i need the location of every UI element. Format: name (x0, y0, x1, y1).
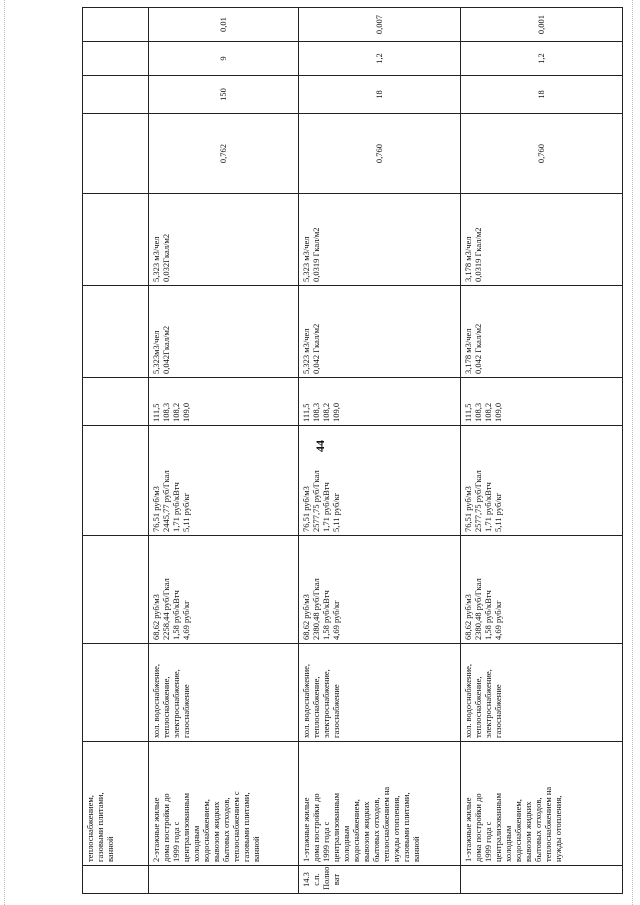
table-cell-col8 (149, 194, 299, 286)
table-cell-col12 (299, 8, 461, 42)
table-body (83, 8, 623, 894)
table-cell-col7 (299, 286, 461, 378)
table-cell-col6 (83, 378, 149, 426)
table-cell-col6 (299, 378, 461, 426)
cell-text: 9 (218, 56, 229, 61)
table-cell-col3 (83, 644, 149, 742)
table-cell-col4 (83, 536, 149, 644)
table-cell-col4 (461, 536, 623, 644)
table-cell-col6 (461, 378, 623, 426)
cell-text: 68,62 руб/м3 2258,44 руб/Гкал 1,58 руб/кВтч 4,69 руб/кг (151, 578, 192, 640)
cell-text: 68,62 руб/м3 2380,48 руб/Гкал 1,58 руб/кВтч 4,69 руб/кг (301, 578, 342, 640)
cell-text: 0,01 (218, 17, 229, 32)
cell-text: 68,62 руб/м3 2380,48 руб/Гкал 1,58 руб/кВтч 4,69 руб/кг (463, 578, 504, 640)
table-row (299, 8, 461, 894)
table-cell-col5 (299, 426, 461, 536)
tariff-table-rotated (82, 8, 622, 894)
cell-text: 18 (374, 90, 385, 99)
cell-text: 5,323м3/чел 0,042Гкал/м2 (151, 325, 172, 374)
cell-text: 0,762 (218, 143, 229, 164)
table-cell-col11 (149, 42, 299, 76)
table-cell-col1 (461, 866, 623, 894)
table-cell-col3 (299, 644, 461, 742)
table-cell-col2 (149, 742, 299, 866)
table-cell-col2 (299, 742, 461, 866)
table-cell-col1 (299, 866, 461, 894)
table-cell-col9 (461, 114, 623, 194)
table-cell-col8 (461, 194, 623, 286)
scan-edge-left (4, 0, 6, 905)
cell-text: 0,007 (374, 14, 385, 35)
table-cell-col11 (461, 42, 623, 76)
table-cell-col9 (149, 114, 299, 194)
cell-text: 1,2 (374, 53, 385, 64)
table-cell-col1 (83, 866, 149, 894)
cell-text: 0,760 (374, 143, 385, 164)
table-cell-col10 (83, 76, 149, 114)
cell-text: 76,51 руб/м3 2577,75 руб/Гкал 1,71 руб/кВтч 5,11 руб/кг (301, 470, 342, 532)
table-cell-col3 (461, 644, 623, 742)
cell-text: 3,178 м3/чел 0,0319 Гкал/м2 (463, 227, 484, 282)
table-cell-col1 (149, 866, 299, 894)
cell-text: 18 (536, 90, 547, 99)
cell-text: 5,323 м3/чел 0,0319 Гкал/м2 (301, 227, 322, 282)
cell-text: 111,5 108,3 108,2 109,0 (151, 402, 192, 422)
table-cell-col7 (83, 286, 149, 378)
table-row (83, 8, 149, 894)
table-cell-col4 (149, 536, 299, 644)
cell-text: хол. водоснабжение, теплоснабжение, электроснабжение, газоснабжение (463, 663, 504, 738)
cell-text: теплоснабжением, газовыми плитами, ванной (85, 792, 116, 862)
table-cell-col8 (83, 194, 149, 286)
cell-text: 76,51 руб/м3 2445,77 руб/Гкал 1,71 руб/кВтч 5,11 руб/кг (151, 470, 192, 532)
cell-text: 2-этажные жилые дома постройки до 1999 года с централизованным холодным водоснабжением, вывозом жидких бытовых отходов, теплоснабжением с газовыми плитами, ванной (151, 791, 262, 862)
table-cell-col7 (149, 286, 299, 378)
table-cell-col12 (83, 8, 149, 42)
cell-text: 1-этажные жилые дома постройки до 1999 года с централизованным холодным водоснабжением, вывозом жидких бытовых отходов, теплоснабжением на нужды отопления, (463, 786, 564, 862)
table-cell-col10 (299, 76, 461, 114)
table-cell-col10 (461, 76, 623, 114)
tariff-table (82, 7, 623, 894)
table-cell-col9 (299, 114, 461, 194)
table-cell-col12 (461, 8, 623, 42)
cell-text: 14.3 с.п. Полно ват (301, 866, 342, 890)
table-cell-col4 (299, 536, 461, 644)
table-row (149, 8, 299, 894)
cell-text: 0,001 (536, 14, 547, 35)
table-cell-col2 (83, 742, 149, 866)
table-cell-col9 (83, 114, 149, 194)
table-cell-col6 (149, 378, 299, 426)
cell-text: 76,51 руб/м3 2577,75 руб/Гкал 1,71 руб/кВтч 5,11 руб/кг (463, 470, 504, 532)
cell-text: 5,323 м3/чел 0,032Гкал/м2 (151, 233, 172, 282)
table-cell-col2 (461, 742, 623, 866)
cell-text: 0,760 (536, 143, 547, 164)
table-cell-col7 (461, 286, 623, 378)
table-cell-col11 (83, 42, 149, 76)
table-cell-col8 (299, 194, 461, 286)
cell-text: хол. водоснабжение, теплоснабжение, электроснабжение, газоснабжение (301, 663, 342, 738)
cell-text: 150 (218, 88, 229, 101)
table-cell-col5 (461, 426, 623, 536)
cell-text: 111,5 108,3 108,2 109,0 (301, 402, 342, 422)
page-number: 44 (313, 440, 327, 452)
table-cell-col5 (83, 426, 149, 536)
cell-text: 3,178 м3/чел 0,042 Гкал/м2 (463, 323, 484, 374)
table-cell-col11 (299, 42, 461, 76)
cell-text: 1-этажные жилые дома постройки до 1999 года с централизованным холодным водоснабжением, вывозом жидких бытовых отходов, теплоснабжением на нужды отопления, газовыми плитами, ванной (301, 786, 422, 862)
cell-text: 5,323 м3/чел 0,042 Гкал/м2 (301, 323, 322, 374)
scan-edge-right (632, 0, 634, 905)
table-cell-col3 (149, 644, 299, 742)
table-row (461, 8, 623, 894)
cell-text: 1,2 (536, 53, 547, 64)
cell-text: хол. водоснабжение, теплоснабжение, электроснабжение, газоснабжение (151, 663, 192, 738)
table-cell-col5 (149, 426, 299, 536)
table-cell-col12 (149, 8, 299, 42)
table-cell-col10 (149, 76, 299, 114)
cell-text: 111,5 108,3 108,2 109,0 (463, 402, 504, 422)
